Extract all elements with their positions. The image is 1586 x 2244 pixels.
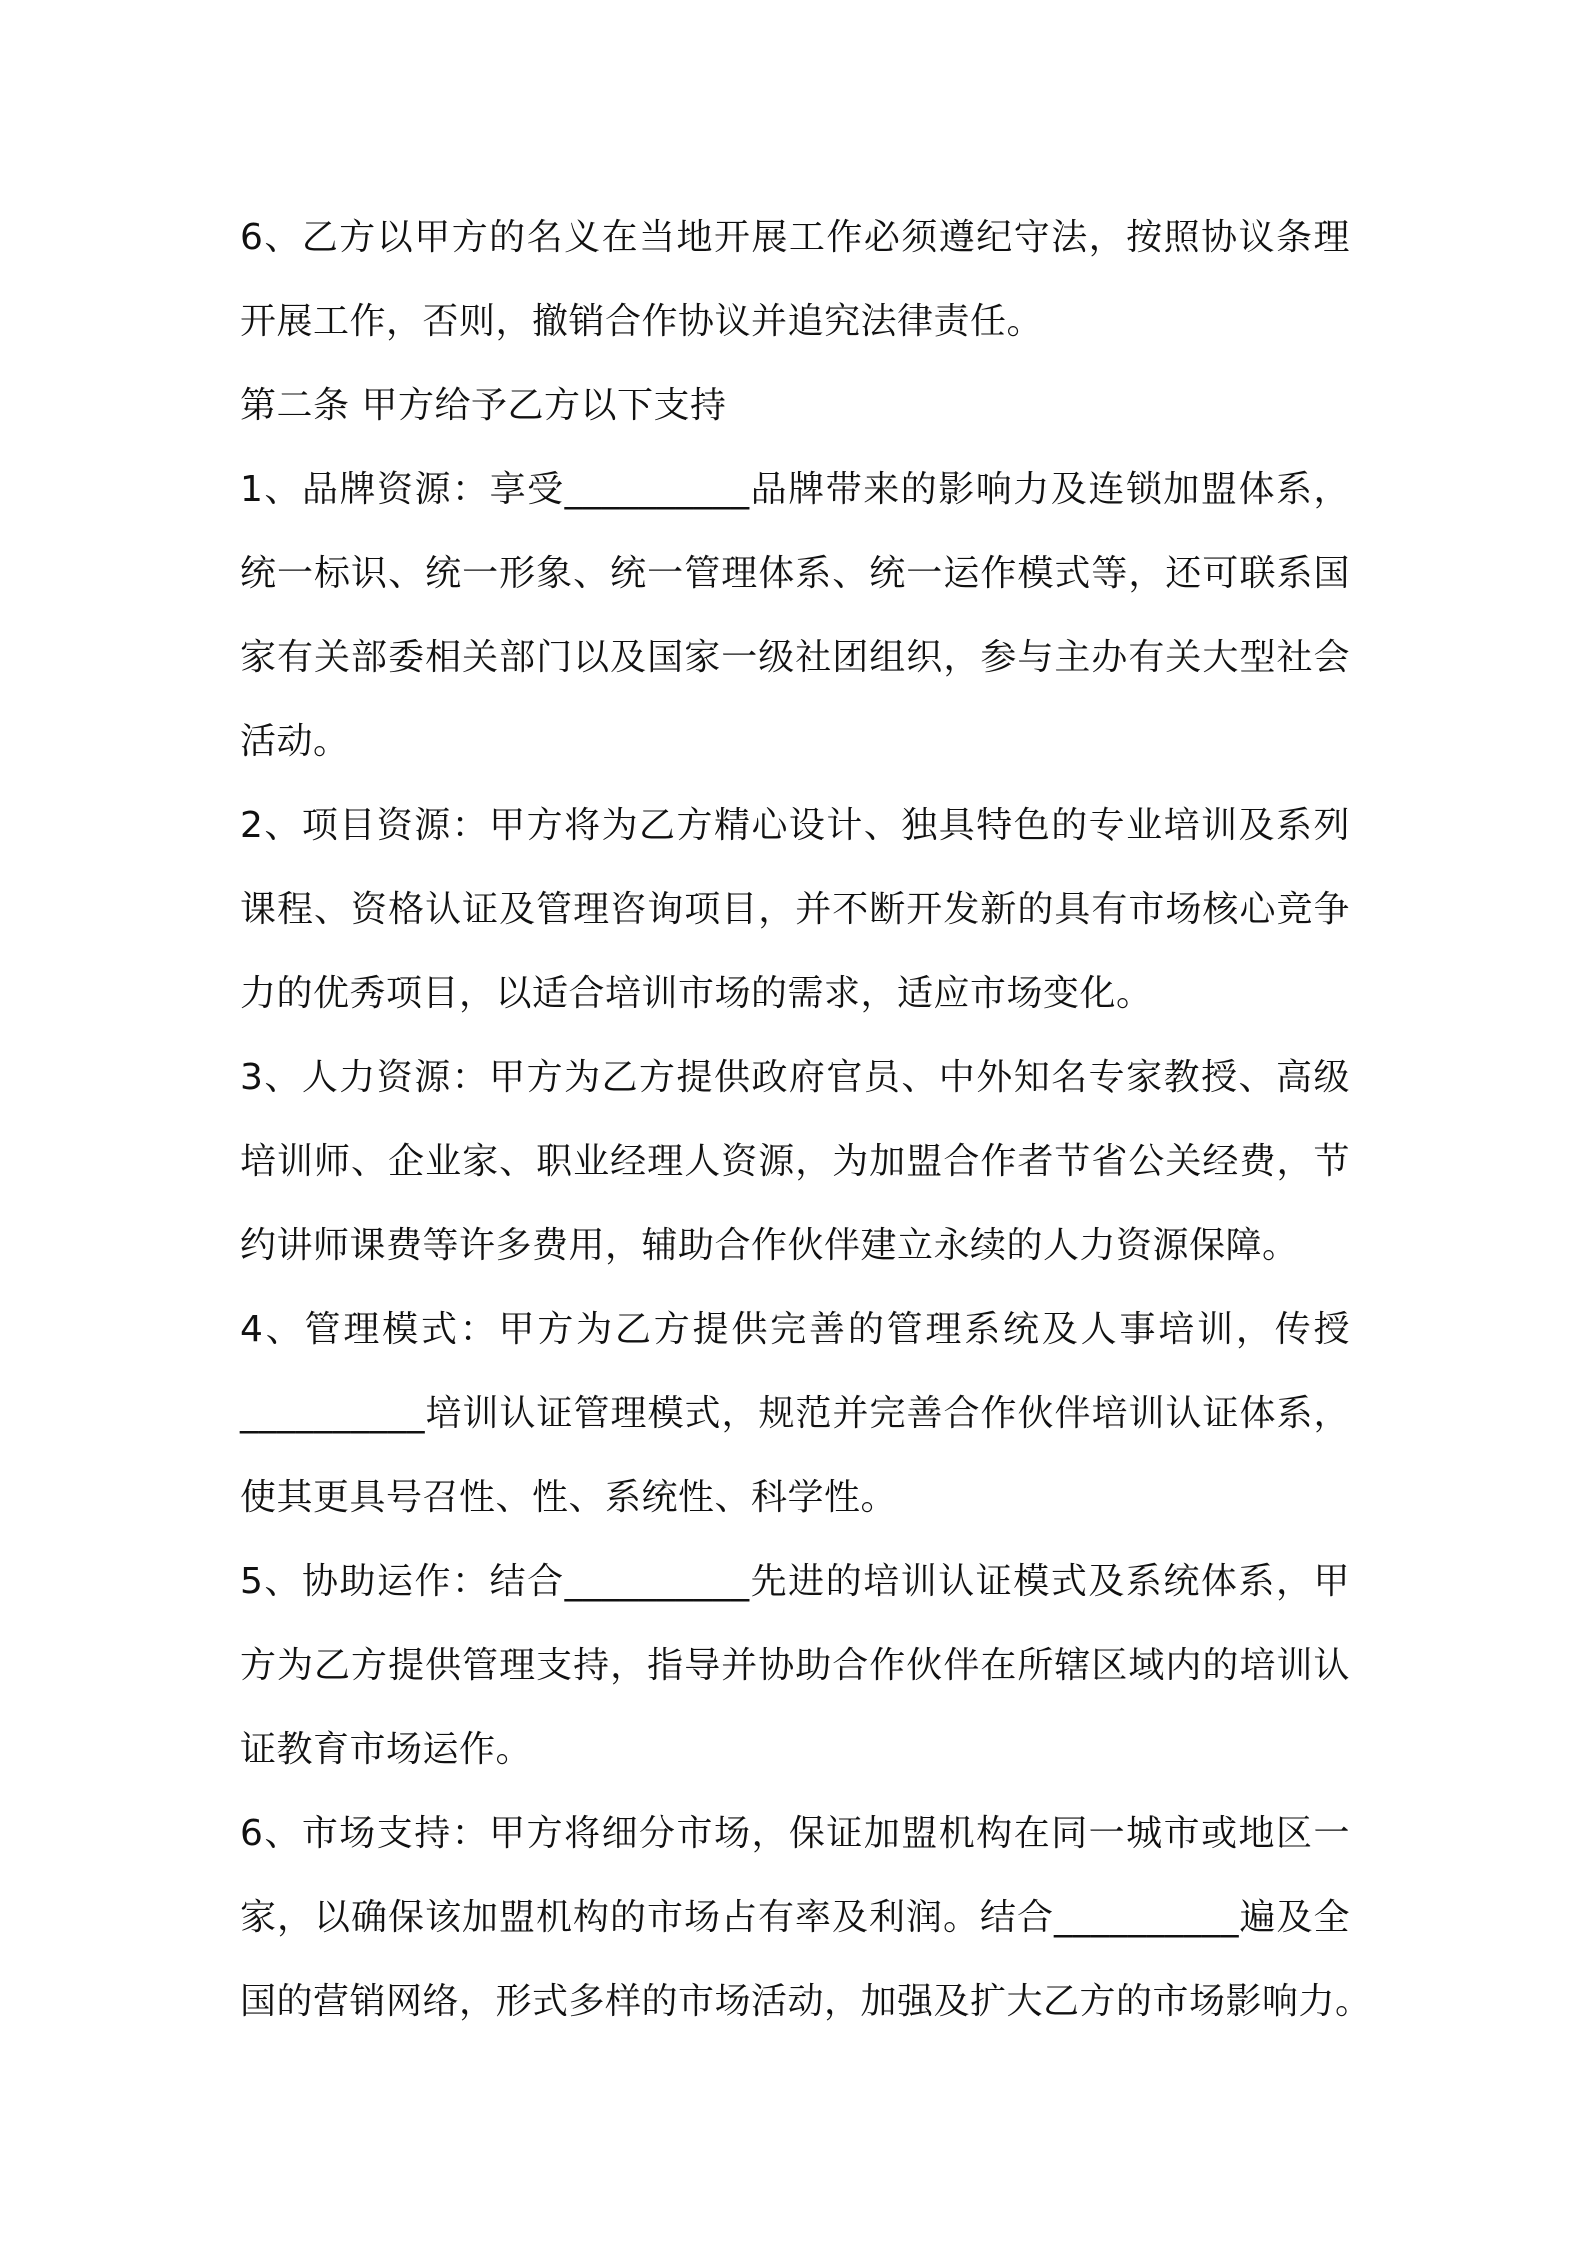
support-5-line-1: 5、协助运作：结合__________先进的培训认证模式及系统体系，甲 bbox=[240, 1561, 1350, 1602]
support-5-line-3: 证教育市场运作。 bbox=[240, 1729, 533, 1770]
article-2-heading: 第二条 甲方给予乙方以下支持 bbox=[240, 385, 727, 426]
clause-6-line-1: 6、乙方以甲方的名义在当地开展工作必须遵纪守法，按照协议条理 bbox=[240, 217, 1350, 258]
support-6-line-3: 国的营销网络，形式多样的市场活动，加强及扩大乙方的市场影响力。 bbox=[240, 1981, 1372, 2022]
support-1-line-4: 活动。 bbox=[240, 721, 350, 762]
support-2-line-1: 2、项目资源：甲方将为乙方精心设计、独具特色的专业培训及系列 bbox=[240, 805, 1350, 846]
document-body bbox=[240, 196, 1372, 2044]
support-4-line-2: __________培训认证管理模式，规范并完善合作伙伴培训认证体系， bbox=[240, 1393, 1350, 1434]
support-5-line-2: 方为乙方提供管理支持，指导并协助合作伙伴在所辖区域内的培训认 bbox=[240, 1645, 1350, 1686]
support-4-line-3: 使其更具号召性、性、系统性、科学性。 bbox=[240, 1477, 898, 1518]
support-3-line-3: 约讲师课费等许多费用，辅助合作伙伴建立永续的人力资源保障。 bbox=[240, 1225, 1299, 1266]
support-3-line-1: 3、人力资源：甲方为乙方提供政府官员、中外知名专家教授、高级 bbox=[240, 1057, 1350, 1098]
clause-6-line-2: 开展工作，否则，撤销合作协议并追究法律责任。 bbox=[240, 301, 1044, 342]
support-1-line-3: 家有关部委相关部门以及国家一级社团组织，参与主办有关大型社会 bbox=[240, 637, 1350, 678]
support-6-line-2: 家，以确保该加盟机构的市场占有率及利润。结合__________遍及全 bbox=[240, 1897, 1350, 1938]
support-6-line-1: 6、市场支持：甲方将细分市场，保证加盟机构在同一城市或地区一 bbox=[240, 1813, 1350, 1854]
support-2-line-2: 课程、资格认证及管理咨询项目，并不断开发新的具有市场核心竞争 bbox=[240, 889, 1350, 930]
support-2-line-3: 力的优秀项目，以适合培训市场的需求，适应市场变化。 bbox=[240, 973, 1153, 1014]
support-4-line-1: 4、管理模式：甲方为乙方提供完善的管理系统及人事培训，传授 bbox=[240, 1309, 1350, 1350]
support-3-line-2: 培训师、企业家、职业经理人资源，为加盟合作者节省公关经费，节 bbox=[240, 1141, 1350, 1182]
support-1-line-1: 1、品牌资源：享受__________品牌带来的影响力及连锁加盟体系， bbox=[240, 469, 1350, 510]
support-1-line-2: 统一标识、统一形象、统一管理体系、统一运作模式等，还可联系国 bbox=[240, 553, 1350, 594]
